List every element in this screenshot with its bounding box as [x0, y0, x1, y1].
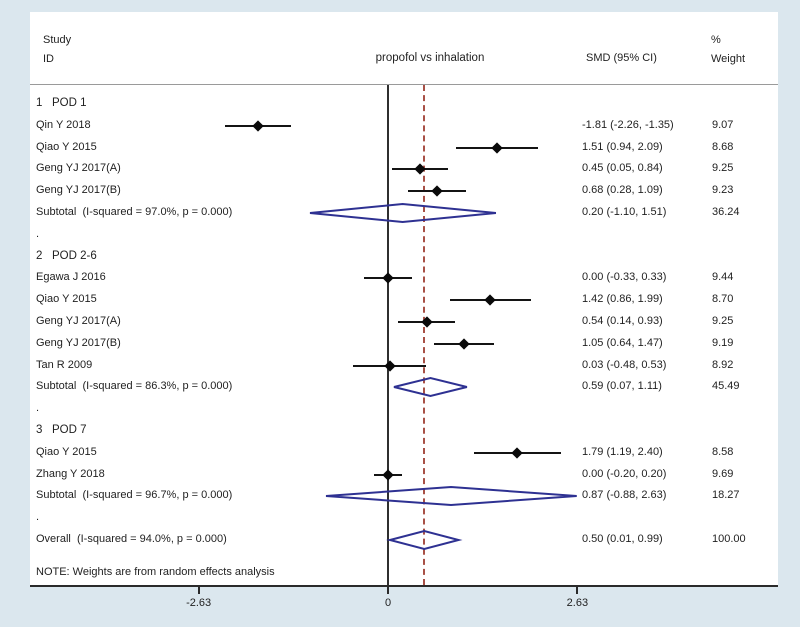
weight-value: 9.23 [712, 184, 734, 197]
spacer-dot: . [36, 227, 40, 240]
study-label: Geng YJ 2017(A) [36, 162, 121, 175]
subtotal-diamond [393, 376, 468, 398]
study-header-line1: Study [43, 34, 72, 46]
weight-value: 100.00 [712, 533, 746, 545]
weight-value: 8.70 [712, 293, 734, 306]
weight-header-line2: Weight [711, 52, 746, 65]
weight-value: 18.27 [712, 489, 740, 502]
smd-value: 0.03 (-0.48, 0.53) [582, 358, 667, 371]
study-label: Zhang Y 2018 [36, 467, 105, 480]
smd-value: 1.05 (0.64, 1.47) [582, 336, 663, 349]
effect-column-header: SMD (95% CI) [586, 52, 657, 64]
axis-tick-mark [387, 587, 389, 594]
weight-value: 45.49 [712, 380, 740, 393]
smd-value: 0.87 (-0.88, 2.63) [582, 489, 667, 502]
model-note: NOTE: Weights are from random effects analysis [36, 566, 275, 578]
axis-tick-mark [198, 587, 200, 594]
spacer-dot: . [36, 511, 40, 524]
smd-value: 0.00 (-0.33, 0.33) [582, 271, 667, 284]
null-effect-line [387, 85, 389, 585]
smd-value: 0.68 (0.28, 1.09) [582, 184, 663, 197]
axis-tick-label: -2.63 [186, 597, 212, 609]
study-label: Egawa J 2016 [36, 271, 106, 284]
weight-value: 9.69 [712, 467, 734, 480]
weight-value: 8.92 [712, 358, 734, 371]
smd-value: 0.50 (0.01, 0.99) [582, 533, 663, 545]
weight-value: 9.07 [712, 118, 734, 131]
group-header-label: 3 POD 7 [36, 424, 87, 436]
study-label: Qin Y 2018 [36, 118, 91, 131]
weight-value: 9.25 [712, 162, 734, 175]
header-separator-line [30, 84, 778, 85]
comparison-header: propofol vs inhalation [375, 52, 485, 64]
smd-value: 0.59 (0.07, 1.11) [582, 380, 662, 393]
subtotal-diamond [325, 485, 578, 507]
smd-value: 0.00 (-0.20, 0.20) [582, 467, 667, 480]
smd-value: 0.20 (-1.10, 1.51) [582, 206, 667, 218]
subtotal-label: Subtotal (I-squared = 86.3%, p = 0.000) [36, 380, 233, 393]
weight-value: 9.25 [712, 315, 734, 327]
overall-estimate-dashed-line [423, 85, 425, 585]
group-header-label: 2 POD 2-6 [36, 249, 97, 262]
smd-value: 0.54 (0.14, 0.93) [582, 315, 663, 327]
weight-value: 9.44 [712, 271, 734, 284]
study-id-column-header [43, 31, 71, 68]
group-header-label: 1 POD 1 [36, 97, 87, 109]
weight-value: 8.68 [712, 140, 734, 153]
weight-value: 9.19 [712, 336, 734, 349]
weight-header-line1: % [711, 34, 721, 46]
subtotal-label: Subtotal (I-squared = 96.7%, p = 0.000) [36, 489, 233, 502]
study-header-line2: ID [43, 52, 54, 65]
axis-tick-label: 0 [384, 597, 392, 609]
subtotal-diamond [309, 202, 497, 224]
study-label: Qiao Y 2015 [36, 445, 97, 458]
axis-tick-label: 2.63 [566, 597, 589, 609]
x-axis-line [30, 585, 778, 587]
study-label: Geng YJ 2017(B) [36, 184, 121, 197]
subtotal-label: Subtotal (I-squared = 97.0%, p = 0.000) [36, 206, 233, 218]
axis-tick-mark [576, 587, 578, 594]
smd-value: -1.81 (-2.26, -1.35) [582, 118, 674, 131]
smd-value: 1.79 (1.19, 2.40) [582, 445, 663, 458]
study-label: Tan R 2009 [36, 358, 93, 371]
spacer-dot: . [36, 402, 40, 415]
study-label: Geng YJ 2017(A) [36, 315, 121, 327]
study-label: Qiao Y 2015 [36, 140, 97, 153]
weight-column-header [711, 31, 745, 68]
smd-value: 0.45 (0.05, 0.84) [582, 162, 663, 175]
study-label: Qiao Y 2015 [36, 293, 97, 306]
study-label: Geng YJ 2017(B) [36, 336, 121, 349]
weight-value: 8.58 [712, 445, 734, 458]
smd-value: 1.42 (0.86, 1.99) [582, 293, 663, 306]
weight-value: 36.24 [712, 206, 740, 218]
smd-value: 1.51 (0.94, 2.09) [582, 140, 663, 153]
overall-diamond [389, 529, 460, 551]
overall-label: Overall (I-squared = 94.0%, p = 0.000) [36, 533, 227, 545]
